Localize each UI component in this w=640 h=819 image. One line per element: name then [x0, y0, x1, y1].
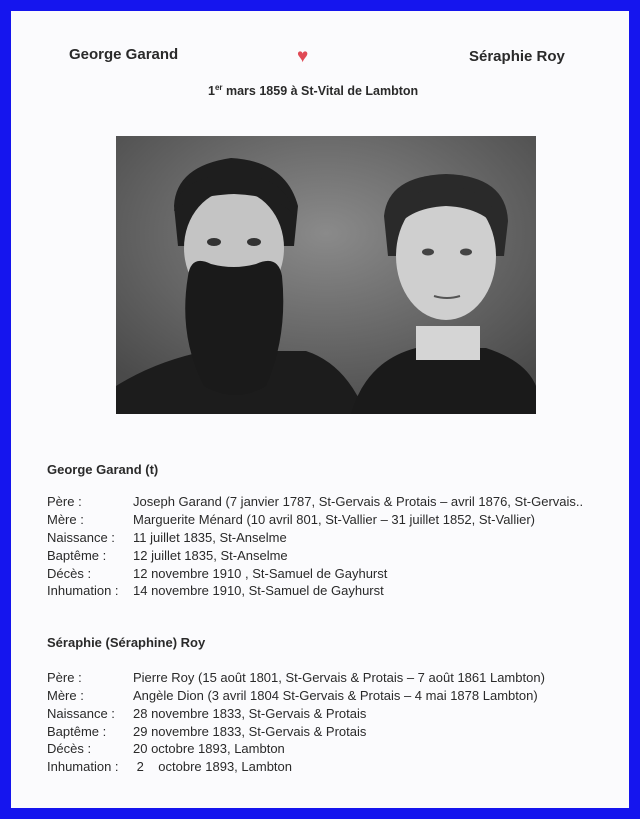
marriage-day: 1: [208, 84, 215, 99]
row-label: Mère :: [47, 512, 84, 527]
row-label: Naissance :: [47, 530, 115, 545]
row-label: Père :: [47, 670, 82, 685]
row-label: Décès :: [47, 566, 92, 581]
couple-portrait-photo: [116, 136, 536, 414]
row-value: 12 juillet 1835, St-Anselme: [133, 548, 288, 563]
row-label: Inhumation :: [47, 759, 119, 774]
row-value: 14 novembre 1910, St-Samuel de Gayhurst: [133, 583, 384, 598]
row-value: 12 novembre 1910 , St-Samuel de Gayhurst: [133, 566, 388, 581]
row-label: Inhumation :: [47, 583, 119, 598]
row-label: Mère :: [47, 688, 84, 703]
seraphie-section-title: Séraphie (Séraphine) Roy: [47, 635, 206, 650]
husband-name: George Garand: [69, 46, 179, 63]
marriage-date-place: mars 1859 à St-Vital de Lambton: [222, 84, 419, 99]
marriage-line: [208, 83, 418, 98]
heart-icon: ♥: [297, 46, 309, 67]
row-value: 11 juillet 1835, St-Anselme: [133, 530, 287, 545]
row-value: Angèle Dion (3 avril 1804 St-Gervais & Protais – 4 mai 1878 Lambton): [133, 688, 538, 703]
row-label: Décès :: [47, 741, 92, 756]
row-label: Baptême :: [47, 548, 107, 563]
row-value: 20 octobre 1893, Lambton: [133, 741, 285, 756]
george-section-title: George Garand (t): [47, 462, 159, 477]
row-value: Joseph Garand (7 janvier 1787, St-Gervais & Protais – avril 1876, St-Gervais..: [133, 494, 584, 509]
wife-name: Séraphie Roy: [469, 48, 565, 65]
document-page: [11, 11, 629, 808]
portrait-illustration: [116, 136, 536, 414]
row-value: Pierre Roy (15 août 1801, St-Gervais & Protais – 7 août 1861 Lambton): [133, 670, 545, 685]
row-label: Père :: [47, 494, 82, 509]
row-value: Marguerite Ménard (10 avril 801, St-Vallier – 31 juillet 1852, St-Vallier): [133, 512, 535, 527]
row-value: 28 novembre 1833, St-Gervais & Protais: [133, 706, 367, 721]
row-value: 2 octobre 1893, Lambton: [133, 759, 292, 774]
row-label: Baptême :: [47, 724, 107, 739]
row-value: 29 novembre 1833, St-Gervais & Protais: [133, 724, 367, 739]
marriage-ordinal: er: [214, 83, 223, 92]
row-label: Naissance :: [47, 706, 115, 721]
